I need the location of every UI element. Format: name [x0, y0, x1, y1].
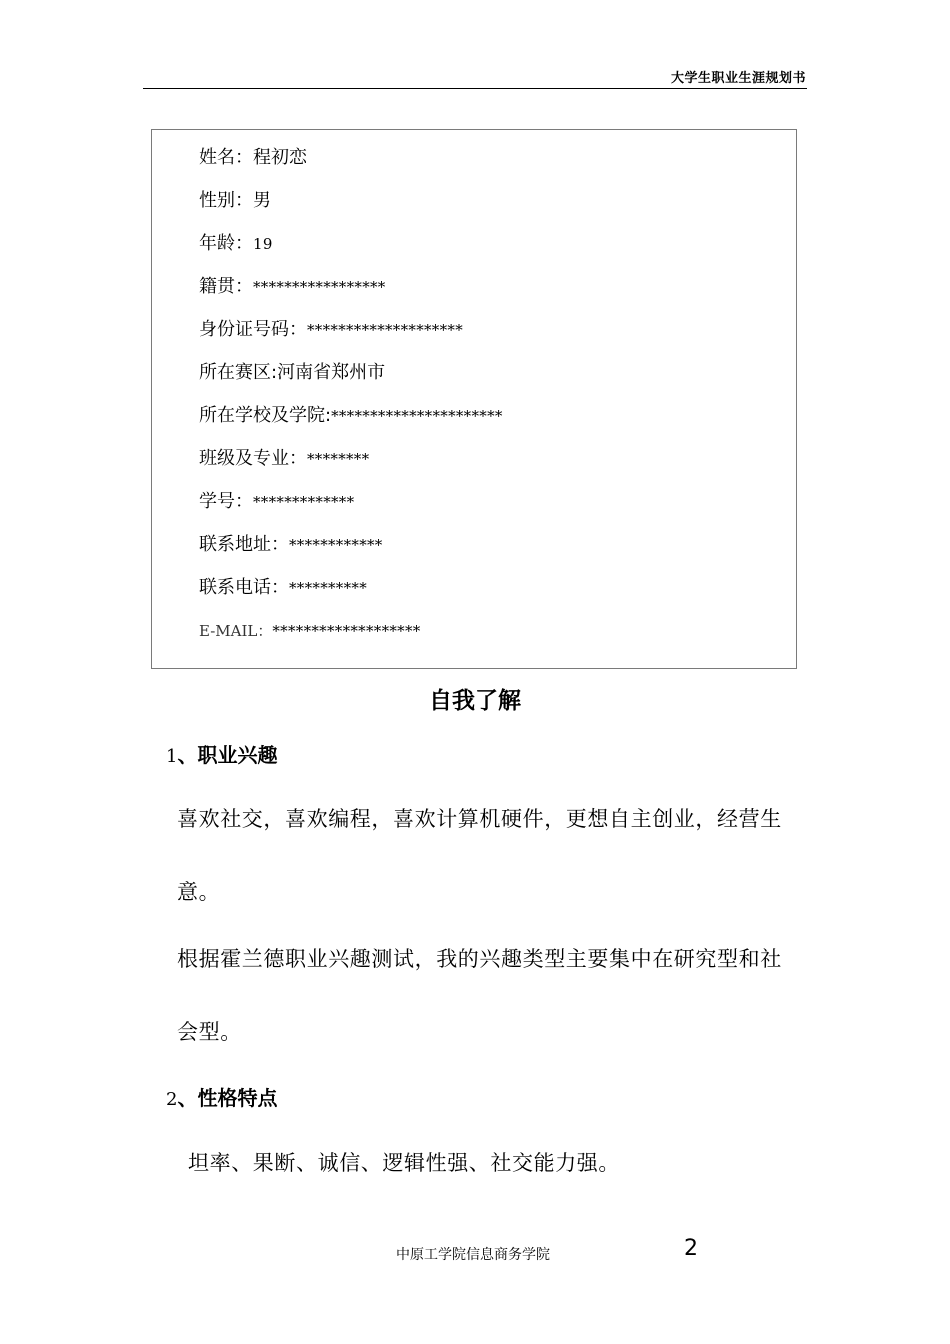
info-native-place: [199, 274, 386, 300]
info-id-number: [199, 317, 463, 343]
interest-paragraph-line-2: 意。: [177, 880, 221, 904]
class-value: ********: [307, 450, 370, 468]
info-class-major: [199, 446, 369, 472]
header-divider: [143, 88, 807, 89]
personality-paragraph: 坦率、果断、诚信、逻辑性强、社交能力强。: [188, 1151, 620, 1175]
info-phone: [199, 575, 367, 601]
age-label: 年龄：: [199, 233, 253, 254]
email-label: E-MAIL：: [199, 622, 273, 640]
region-value: 河南省郑州市: [277, 362, 386, 383]
personality-heading-number: 2: [166, 1089, 178, 1110]
info-gender: [199, 188, 271, 214]
school-label: 所在学校及学院:: [199, 405, 332, 426]
interest-paragraph-line-1: 喜欢社交，喜欢编程，喜欢计算机硬件，更想自主创业，经营生: [177, 807, 782, 831]
name-label: 姓名：: [199, 147, 253, 168]
info-region: [199, 360, 385, 386]
personality-heading-text: 、性格特点: [177, 1086, 278, 1110]
native-label: 籍贯：: [199, 276, 253, 297]
interest-paragraph-line-3: 根据霍兰德职业兴趣测试，我的兴趣类型主要集中在研究型和社: [177, 947, 782, 971]
interest-heading-number: 1: [166, 746, 178, 767]
gender-label: 性别：: [199, 190, 253, 211]
email-value: *******************: [272, 622, 421, 640]
native-value: *****************: [253, 278, 386, 296]
interest-heading-text: 、职业兴趣: [177, 743, 278, 767]
info-age: [199, 231, 273, 257]
class-label: 班级及专业：: [199, 448, 307, 469]
interest-paragraph-line-4: 会型。: [177, 1020, 242, 1044]
region-label: 所在赛区:: [199, 362, 278, 383]
info-address: [199, 532, 383, 558]
info-school: [199, 403, 503, 429]
info-name: [199, 145, 307, 171]
student-no-label: 学号：: [199, 491, 253, 512]
school-value: **********************: [331, 407, 503, 425]
page-number: 2: [684, 1236, 698, 1261]
info-student-number: [199, 489, 354, 515]
age-value: 19: [253, 235, 273, 253]
section-title: 自我了解: [429, 688, 521, 714]
personality-heading: [166, 1082, 277, 1111]
info-email: [199, 618, 421, 644]
phone-value: **********: [289, 579, 367, 597]
gender-value: 男: [253, 190, 271, 211]
name-value: 程初恋: [253, 147, 307, 168]
page-header-title: 大学生职业生涯规划书: [670, 71, 806, 86]
personal-info-box: [151, 129, 797, 669]
address-value: ************: [289, 536, 383, 554]
interest-heading: [166, 739, 277, 768]
phone-label: 联系电话：: [199, 577, 289, 598]
address-label: 联系地址：: [199, 534, 289, 555]
student-no-value: *************: [253, 493, 355, 511]
id-label: 身份证号码：: [199, 319, 307, 340]
id-value: ********************: [307, 321, 463, 339]
footer-institution: 中原工学院信息商务学院: [396, 1247, 550, 1263]
